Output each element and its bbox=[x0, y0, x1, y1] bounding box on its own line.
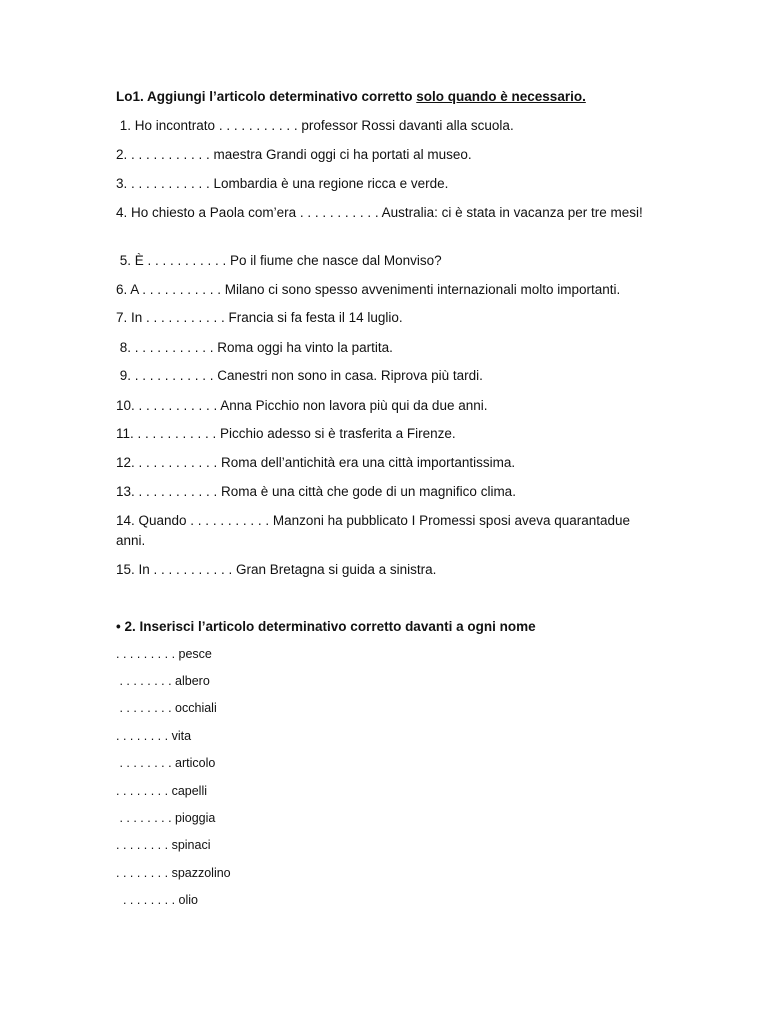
exercise-1-item-7: 7. In . . . . . . . . . . . Francia si fa festa il 14 luglio. bbox=[116, 310, 403, 325]
exercise-1-item-13: 13. . . . . . . . . . . . Roma è una città che gode di un magnifico clima. bbox=[116, 484, 516, 499]
exercise-1-item-8: 8. . . . . . . . . . . . Roma oggi ha vinto la partita. bbox=[116, 340, 393, 355]
exercise-1-item-4: 4. Ho chiesto a Paola com’era . . . . . . . . . . . Australia: ci è stata in vacanza per tre mesi! bbox=[116, 205, 643, 220]
exercise-1-title bbox=[116, 89, 586, 104]
exercise-2-item-spinaci: . . . . . . . . spinaci bbox=[116, 838, 211, 852]
exercise-1-item-1: 1. Ho incontrato . . . . . . . . . . . professor Rossi davanti alla scuola. bbox=[116, 118, 514, 133]
exercise-2-title: • 2. Inserisci l’articolo determinativo corretto davanti a ogni nome bbox=[116, 619, 536, 634]
exercise-1-title-underlined: solo quando è necessario. bbox=[416, 89, 586, 104]
exercise-1-item-10: 10. . . . . . . . . . . . Anna Picchio non lavora più qui da due anni. bbox=[116, 398, 488, 413]
exercise-2-item-spazzolino: . . . . . . . . spazzolino bbox=[116, 866, 231, 880]
exercise-2-item-olio: . . . . . . . . olio bbox=[116, 893, 198, 907]
exercise-1-title-main: Lo1. Aggiungi l’articolo determinativo corretto bbox=[116, 89, 417, 104]
exercise-2-item-albero: . . . . . . . . albero bbox=[116, 674, 210, 688]
exercise-1-item-2: 2. . . . . . . . . . . . maestra Grandi oggi ci ha portati al museo. bbox=[116, 147, 472, 162]
exercise-1-item-5: 5. È . . . . . . . . . . . Po il fiume che nasce dal Monviso? bbox=[116, 253, 442, 268]
exercise-2-item-pesce: . . . . . . . . . pesce bbox=[116, 647, 212, 661]
exercise-1-item-12: 12. . . . . . . . . . . . Roma dell’antichità era una città importantissima. bbox=[116, 455, 516, 470]
exercise-1-item-11: 11. . . . . . . . . . . . Picchio adesso si è trasferita a Firenze. bbox=[116, 426, 456, 441]
exercise-2-item-pioggia: . . . . . . . . pioggia bbox=[116, 811, 216, 825]
exercise-2-item-vita: . . . . . . . . vita bbox=[116, 729, 192, 743]
exercise-2-item-articolo: . . . . . . . . articolo bbox=[116, 756, 216, 770]
exercise-1-item-3: 3. . . . . . . . . . . . Lombardia è una regione ricca e verde. bbox=[116, 176, 449, 191]
exercise-1-item-6: 6. A . . . . . . . . . . . Milano ci sono spesso avvenimenti internazionali molto importanti. bbox=[116, 282, 621, 297]
exercise-2-item-occhiali: . . . . . . . . occhiali bbox=[116, 701, 217, 715]
exercise-1-item-15: 15. In . . . . . . . . . . . Gran Bretagna si guida a sinistra. bbox=[116, 562, 437, 577]
exercise-1-item-9: 9. . . . . . . . . . . . Canestri non sono in casa. Riprova più tardi. bbox=[116, 368, 483, 383]
exercise-2-item-capelli: . . . . . . . . capelli bbox=[116, 784, 208, 798]
exercise-1-item-14: 14. Quando . . . . . . . . . . . Manzoni ha pubblicato I Promessi sposi aveva quarantadue anni. bbox=[116, 513, 634, 548]
